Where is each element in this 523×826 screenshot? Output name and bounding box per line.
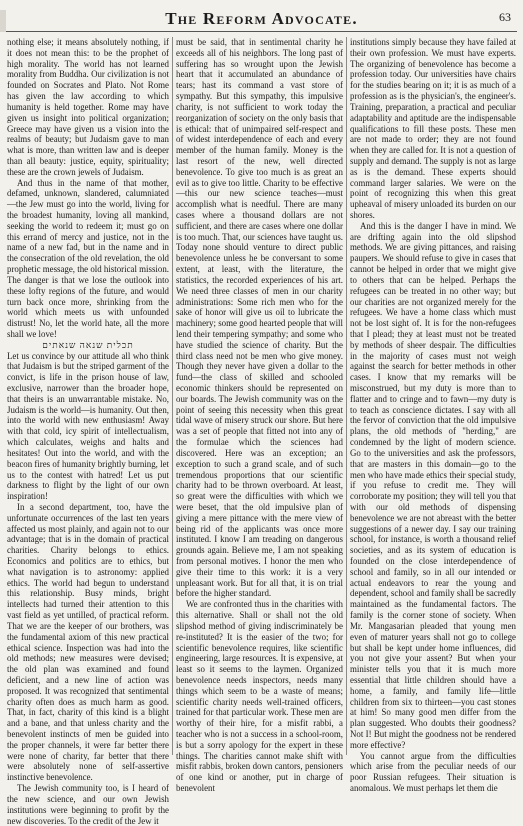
paragraph: And this is the danger I have in mind. We are drifting again into the old slipshod methods. We are giving pittances, and raising paupers. We should refuse to give in cases that cannot be helped in order that we might give to others that can be helped. Perhaps the refugees can be treated in no other way; but our charities are not organized merely for the refugees. We have a home class which must not be lost sight of. It is for the non-refugees that I plead; they at least must not be treated by methods of sheer despair. The difficulties in the majority of cases must not weigh against the search for better methods in other cases. I know that my remarks will be misconstrued, but my duty is more than to flatter and to cringe and to fawn—my duty is to teach as conscience dictates. I say with all the fervor of conviction that the old impulsive plans, the old methods of "herding," are condemned by the light of modern science. Go to the universities and ask the professors, that are masters in this domain—go to the men who have made ethics their special study, if you refuse to credit me. They will corroborate my position; they will tell you that with our old methods of dispensing benevolence we are not abreast with the better suggestions of a newer day. I say our training school, for instance, is worth a thousand relief societies, and as its system of education is founded on the close interdependence of school and family, so in all our intended or actual endeavors to rear the young and dependent, school and family shall be sacredly maintained as the fundamental factors. The family is the corner stone of society. When Mr. Mangasarian pleaded that young men even of maturer years shall not go to college but shall be kept under home influences, did you not give your assent? But when your minister tells you that it is much more essential that little children should have a home, a family, and family life—little children from six to thirteen—you cast stones at him! So many good men differ from the plan suggested. Who doubts their goodness? Not I! But might the goodness not be rendered more effective? [350, 220, 516, 750]
page-number: 63 [499, 10, 511, 24]
column-divider [172, 37, 173, 755]
paragraph: nothing else; it means absolutely nothing, if it does not mean this: to be the prophet of high morality. The world has not learned morality from Buddha. Our civilization is not founded on Socrates and Plato. Not Rome has given the law according to which humanity is held together. Rome may have given us insight into political organization; Greece may have given us a vision into the realms of beauty; but Judaism gave to man what is more, than written law and is deeper than all beauty: justice, equity, spirituality; these are the crown jewels of Judaism. [7, 37, 169, 177]
paragraph: The Jewish community too, is I heard of the new science, and our own Jewish institutions were beginning to profit by the new discoveries. To the credit of the Jew it [7, 783, 169, 826]
page-header [8, 8, 515, 30]
column-1 [7, 37, 169, 826]
header-rule [6, 31, 517, 32]
column-2 [176, 37, 343, 794]
masthead-title: The Reform Advocate. [165, 9, 358, 28]
hebrew-quote: תכלית שנאה שנאתים [42, 339, 134, 350]
paragraph: You cannot argue from the difficulties which arise from the peculiar needs of our poor Russian refugees. Their situation is anomalous. We must perhaps let them die [350, 750, 516, 794]
paragraph: institutions simply because they have failed at their own profession. We must have experts. The organizing of benevolence has become a profession today. Our universities have chairs for the studies bearing on it; it is as much of a profession as is the physician's, the engineer's. Training, preparation, a practical and peculiar adaptability and aptitude are the indispensable qualifications to fill these posts. These men are not made to order; they are not found when they are called for. It is not a question of supply and demand. The supply is not as large as is the demand. These experts should command larger salaries. We were on the point of recognizing this when this great upheaval of misery unloaded its burden on our shores. [350, 37, 516, 220]
paragraph: And thus in the name of that mother, defamed, unknown, slandered, calumniated—the Jew must go into the world, living for the broadest humanity, loving all mankind, seeking the world to redeem it; must go on this errand of mercy and justice, not in the name of a new fad, but in the name and in the consecration of the old revelation, the old prophetic message, the old historical mission. The danger is that we lose the outlook into these lofty regions of the future, and would turn back once more, shrinking from the world which meets us with unfounded distrust! No, let the world hate, all the more shall we love! [7, 177, 169, 339]
paragraph: We are confronted thus in the charities with this alternative. Shall or shall not the old slipshod method of giving indiscriminately be re-instituted? It is the easier of the two; for scientific benevolence requires, like scientific engineering, large resources. It is expensive, at least so it seems to the laymen. Organized benevolence needs inspectors, needs many things which seem to be a waste of means; scientific charity needs well-trained officers, trained for that particular work. These men are worthy of their hire, for a misfit rabbi, a teacher who is not a success in a school-room, is but a sorry apology for the expert in these things. The charities cannot make shift with misfit rabbis, broken down cantors, pensioners of one kind or another, put in charge of benevolent [176, 599, 343, 794]
page-corner-shadow [0, 10, 6, 32]
column-divider [346, 37, 347, 755]
paragraph: Let us convince by our attitude all who think that Judaism is but the striped garment of the convict, is life in the prison house of law, exclusive, narrower than the broader hope, that theirs is an unwarrantable mistake. No, Judaism is the world—is humanity. Out then, into the world with new enthusiasm! Away with that cold, icy spirit of intellectualism, which calculates, weighs and halts and hesitates! Out into the world, and with the beacon fires of humanity brightly burning, let us to the contest with hatred! Let us put darkness to flight by the light of our own inspiration! [7, 350, 169, 502]
paragraph: In a second department, too, have the unfortunate occurrences of the last ten years affected us most plainly, and again not to our advantage; that is in the domain of practical charities. Charity belongs to ethics. Economics and politics are to ethics, but what navigation is to astronomy: applied ethics. The world had begun to understand this relationship. Busy minds, bright intellects had turned their attention to this vast field as yet untilled, of practical reform. That we are the keeper of our brothers, was the fundamental axiom of this new practical ethical science. Inspection was had into the old methods; new measures were devised; the old plan was examined and found deficient, and a new line of action was proposed. It was recognized that sentimental charity often does as much harm as good. That, in fact, charity of this kind is a blight and a bane, and that unless charity and the benevolent instincts of men be guided into the proper channels, it were far better there were none of charity, far better that there were absolutely none of self-assertive instinctive benevolence. [7, 501, 169, 783]
column-3 [350, 37, 516, 794]
paragraph: must be said, that in sentimental charity he exceeds all of his neighbors. The long past of suffering has so wrought upon the Jewish heart that it accumulated an abundance of tears; hast its command a vast store of sympathy. But this sympathy, this impulsive charity, is not sufficient to work today the reorganization of society on the only basis that is ethical: that of unimpaired self-respect and of widest interdependence of each and every member of the human family. Money is the last resort of the new, well directed benevolence. To give too much is as great an evil as to give too little. Charity to be effective—this our new science teaches—must accomplish what is needful. There are many cases where a thousand dollars are not sufficient, and there are cases where one dollar is too much. That, our sciences have taught us. Today none should venture to direct public benevolence unless he be conversant to some extent, at least, with the literature, the statistics, the recorded experiences of his art. We need three classes of men in our charity administrations: Some rich men who for the sake of honor will give us oil to lubricate the machinery; some good hearted people that will lend their tempering sympathy; and some who have studied the science of charity. But the third class need not be men who give money. Though they never have given a dollar to the fund—the class of skilled and schooled economic thinkers should be represented on our boards. The Jewish community was on the point of seeing this necessity when this great tidal wave of misery struck our shore. But here was a set of people that fitted not into any of the formulae which the sciences had discovered. Here was an exception; an exception to such a grand scale, and of such tremendous proportions that our scientific charity had to be thrown overboard. At least, so great were the difficulties with which we were beset, that the old impulsive plan of giving a mere pittance with the mere view of being rid of the applicants was once more instituted. I know I am treading on dangerous grounds again. Believe me, I am not speaking from personal motives. I honor the men who give their time to this work: it is a very unpleasant work. But for all that, it is on trial before the higher standard. [176, 37, 343, 599]
